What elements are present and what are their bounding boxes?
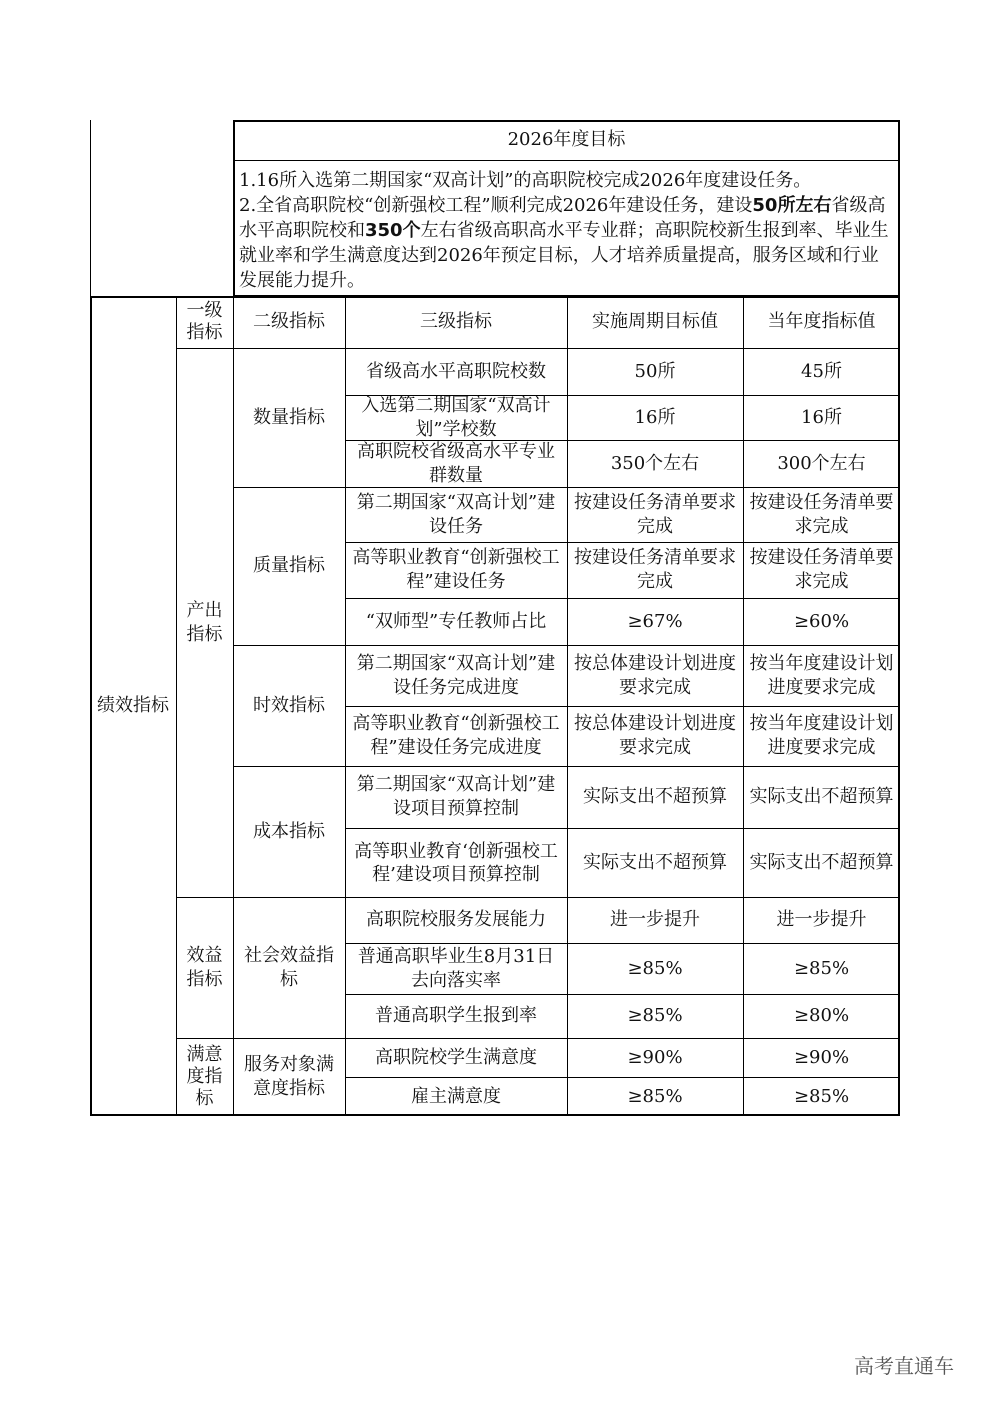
row-annual: ≥80%: [793, 1005, 850, 1026]
row-period: ≥90%: [627, 1046, 683, 1068]
row-level3: 第二期国家“双高计划”建设任务完成进度: [356, 652, 556, 698]
row-annual: 按建设任务清单要求完成: [749, 491, 894, 537]
row-annual: 实际支出不超预算: [749, 786, 894, 807]
row-level3: 雇主满意度: [411, 1085, 501, 1107]
row-level3: 入选第二期国家“双高计划”学校数: [361, 395, 551, 440]
level2-cost: 成本指标: [253, 820, 325, 842]
goal-line-2: 2.全省高职院校“创新强校工程”顺利完成2026年建设任务，建设50所左右省级高水平高职院校和350个左右省级高职高水平专业群；高职院校新生报到率、毕业生就业率和学生满意度达到2026年预定目标，人才培养质量提高，服务区域和行业发展能力提升。: [239, 195, 889, 291]
row-period: 按总体建设计划进度要求完成: [574, 713, 736, 758]
row-period: 实际支出不超预算: [583, 851, 727, 873]
row-level3: 高等职业教育‘创新强校工程’建设项目预算控制: [354, 840, 558, 885]
row-annual: 按建设任务清单要求完成: [749, 547, 894, 592]
row-level3: 第二期国家“双高计划”建设任务: [356, 491, 556, 537]
row-period: 16所: [634, 406, 676, 428]
level1-satisfaction: 满意度指标: [186, 1044, 223, 1109]
level2-service: 服务对象满意度指标: [244, 1054, 334, 1099]
row-period: ≥85%: [627, 957, 683, 979]
row-annual: 300个左右: [777, 452, 866, 474]
level1-benefit: 效益指标: [186, 944, 223, 990]
row-annual: 按当年度建设计划进度要求完成: [749, 713, 894, 758]
row-annual: ≥85%: [793, 1085, 850, 1107]
row-level3: 普通高职学生报到率: [375, 1005, 537, 1026]
goal-header-divider: [233, 160, 900, 161]
row-period: 按建设任务清单要求完成: [574, 491, 736, 537]
watermark-text: 高考直通车: [854, 1354, 954, 1378]
row-annual: 45所: [801, 360, 842, 382]
row-level3: 高等职业教育“创新强校工程”建设任务完成进度: [352, 713, 560, 758]
level1-output: 产出指标: [186, 599, 223, 645]
row-period: 按建设任务清单要求完成: [574, 547, 736, 592]
row-annual: ≥90%: [793, 1046, 850, 1068]
level2-social: 社会效益指标: [244, 944, 334, 990]
goal-header: 2026年度目标: [507, 129, 626, 150]
row-period: 350个左右: [610, 452, 700, 474]
row-level3: 省级高水平高职院校数: [366, 360, 546, 382]
row-period: 进一步提升: [610, 909, 700, 930]
row-level3: 高职院校省级高水平专业群数量: [357, 440, 555, 486]
row-period: ≥67%: [627, 610, 683, 632]
category-label: 绩效指标: [97, 695, 169, 716]
row-annual: 16所: [801, 406, 842, 428]
row-annual: 进一步提升: [776, 909, 867, 930]
row-period: 实际支出不超预算: [583, 786, 727, 807]
row-level3: “双师型”专任教师占比: [365, 610, 547, 632]
header-annual: 当年度指标值: [767, 311, 876, 332]
row-period: 按总体建设计划进度要求完成: [574, 652, 736, 698]
left-border-top: [90, 120, 91, 297]
row-level3: 普通高职毕业生8月31日去向落实率: [357, 945, 555, 991]
header-period: 实施周期目标值: [592, 311, 718, 332]
row-level3: 高职院校学生满意度: [375, 1046, 537, 1068]
row-annual: ≥85%: [793, 957, 850, 979]
row-period: ≥85%: [627, 1005, 683, 1026]
row-level3: 高职院校服务发展能力: [366, 909, 546, 930]
header-level2: 二级指标: [253, 311, 325, 332]
level2-quality: 质量指标: [253, 555, 325, 576]
row-level3: 高等职业教育“创新强校工程”建设任务: [352, 547, 560, 592]
row-annual: ≥60%: [793, 610, 850, 632]
header-level1: 一级指标: [186, 300, 223, 343]
row-period: 50所: [634, 360, 676, 382]
goal-line-1: 1.16所入选第二期国家“双高计划”的高职院校完成2026年度建设任务。: [239, 170, 812, 191]
row-annual: 实际支出不超预算: [749, 851, 894, 873]
row-level3: 第二期国家“双高计划”建设项目预算控制: [356, 774, 556, 819]
row-period: ≥85%: [627, 1085, 683, 1107]
level2-quantity: 数量指标: [253, 406, 325, 428]
level2-timeliness: 时效指标: [253, 694, 325, 716]
goal-content: [233, 164, 900, 294]
row-annual: 按当年度建设计划进度要求完成: [749, 652, 894, 698]
header-level3: 三级指标: [420, 311, 492, 332]
